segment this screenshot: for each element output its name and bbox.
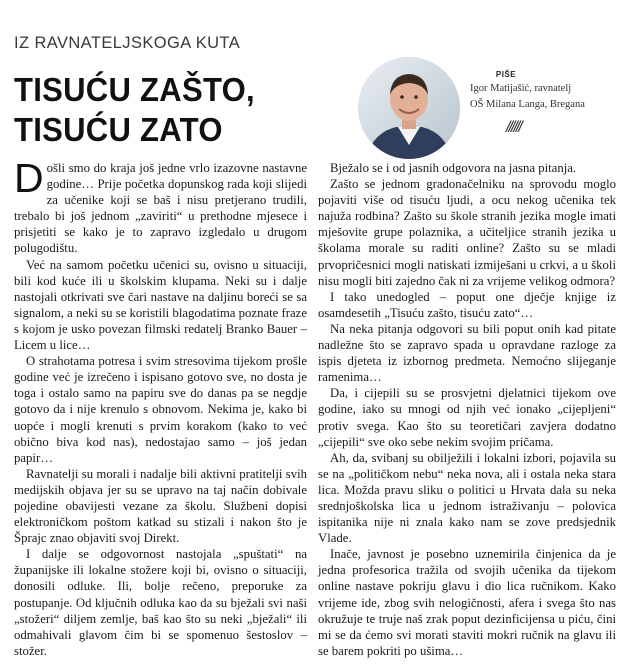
drop-cap: D — [14, 155, 44, 201]
paragraph: Ah, da, svibanj su obilježili i lokalni izbori, pojavila su se na „političkom nebu“ neka nova, ali i ostala neka stara lica. Možda pravu sliku o politici u Hrvata dala su neka srednjoškolska lica u jednom istraživanju – polovica ispitanika nije ni znala kako nam se zove predsjednik Vlade. — [318, 450, 616, 546]
paragraph — [14, 155, 307, 257]
byline-tag: PIŠE — [495, 70, 517, 79]
byline — [470, 70, 630, 111]
paragraph: I tako unedogled – poput one dječje knjige iz osamdesetih „Tisuću zašto, tisuću zato“… — [318, 289, 616, 320]
paragraph: Na neka pitanja odgovori su bili poput onih kad pitate nadležne što se zapravo spada u opravdane razloge za ispis djeteta iz izbornog predmeta. Nemoćno slijeganje ramenima… — [318, 321, 616, 385]
paragraph: Zašto se jednom gradonačelniku na sprovodu moglo pojaviti više od tisuću ljudi, a ocu nekog učenika tek najuža rodbina? Zašto su škole stranih jezika mogle imati mješovite grupe polaznika, a učiteljice stranih jezika u školama morale su raditi online? Zašto su se mladi prvopričesnici mogli natiskati izmiješani u crkvi, a u školi nisu mogli biti zajedno čak ni za vrijeme velikog odmora? — [318, 177, 616, 288]
headline-line-2: TISUĆU ZATO — [14, 111, 223, 148]
paragraph: Da, i cijepili su se prosvjetni djelatnici tijekom ove godine, iako su mnogi od njih već ionako „cijepljeni“ protiv svega. Kao što su teoretičari zavjera dodatno „cijepili“ sve oko sebe nekim svojim pričama. — [318, 386, 616, 449]
paragraph-text: ošli smo do kraja još jedne vrlo izazovne nastavne godine… Prije početka dopunskog rada koji slijedi za učenike koji se baš i nisu pretjerano trudili, trebalo bi još jednom „zaviriti“ u prethodne mjesece i prisjetiti se kako je to zapravo izgledalo u drugom polugodištu. — [14, 161, 307, 256]
paragraph: I dalje se odgovornost nastojala „spuštati“ na županijske ili lokalne stožere koji bi, ovisno o situaciji, donosili odluke. Ili, bolje rečeno, preporuke za postupanje. Od ključnih odluka kao da su bježali svi naši „stožeri“ diljem zemlje, baš kao što su neki „bježali“ ili odmahivali glavom čim bi se spomenuo šestoslov – stožer. — [14, 547, 307, 658]
paragraph: Bježalo se i od jasnih odgovora na jasna pitanja. — [330, 161, 577, 175]
byline-ornament: ////// — [506, 119, 521, 136]
paragraph: Ravnatelji su morali i nadalje bili aktivni pratitelji svih medijskih objava jer su se upravo na taj način dobivale pojedine obavijesti vezane za školu. Službeni dopisi elektroničkom poštom katkad su stizali i nakon što je Šprajc znao objaviti svoj Direkt. — [14, 466, 307, 546]
author-portrait — [358, 57, 460, 159]
section-label: IZ RAVNATELJSKOGA KUTA — [14, 34, 241, 52]
paragraph: Inače, javnost je posebno uznemirila činjenica da je jedna profesorica tražila od svojih učenika da tijekom online nastave pokriju glavu i dio lica ručnikom. Kako vrijeme ide, zbog svih nelogičnosti, afera i svega što nas okružuje te truje naš zrak poput dezinficijensa u piću, čini mi se da ćemo svi morati staviti mokri ručnik na glavu ili se barem pokriti po ušima… — [318, 547, 616, 658]
paragraph: O strahotama potresa i svim stresovima tijekom prošle godine već je izrečeno i ispisano gotovo sve, no dosta je toga i ostalo samo na papiru sve do danas pa se negdje gotovo da i nije krenulo s obnovom. Nekima je, kako bi uopće i mogli krenuti s prvim korakom (kako to već obično biva kod nas), nedostajao samo – još jedan papir… — [14, 354, 307, 465]
portrait-photo-icon — [358, 57, 460, 159]
article-column-left — [14, 155, 307, 659]
author-name: Igor Matijašić, ravnatelj — [470, 83, 572, 94]
article-column-right — [318, 160, 616, 659]
paragraph: Već na samom početku učenici su, ovisno u situaciji, bili kod kuće ili u školskim klupama. Neki su i dalje nastojali otkrivati sve čari nastave na daljinu boreći se sa signalom, a neki su se koristili blagodatima poznate fraze s kojom je usko povezan filmski redatelj Branko Bauer – Licem u lice… — [14, 257, 307, 353]
headline — [14, 70, 255, 150]
author-school: OŠ Milana Langa, Bregana — [470, 99, 585, 110]
headline-line-1: TISUĆU ZAŠTO, — [14, 71, 255, 108]
